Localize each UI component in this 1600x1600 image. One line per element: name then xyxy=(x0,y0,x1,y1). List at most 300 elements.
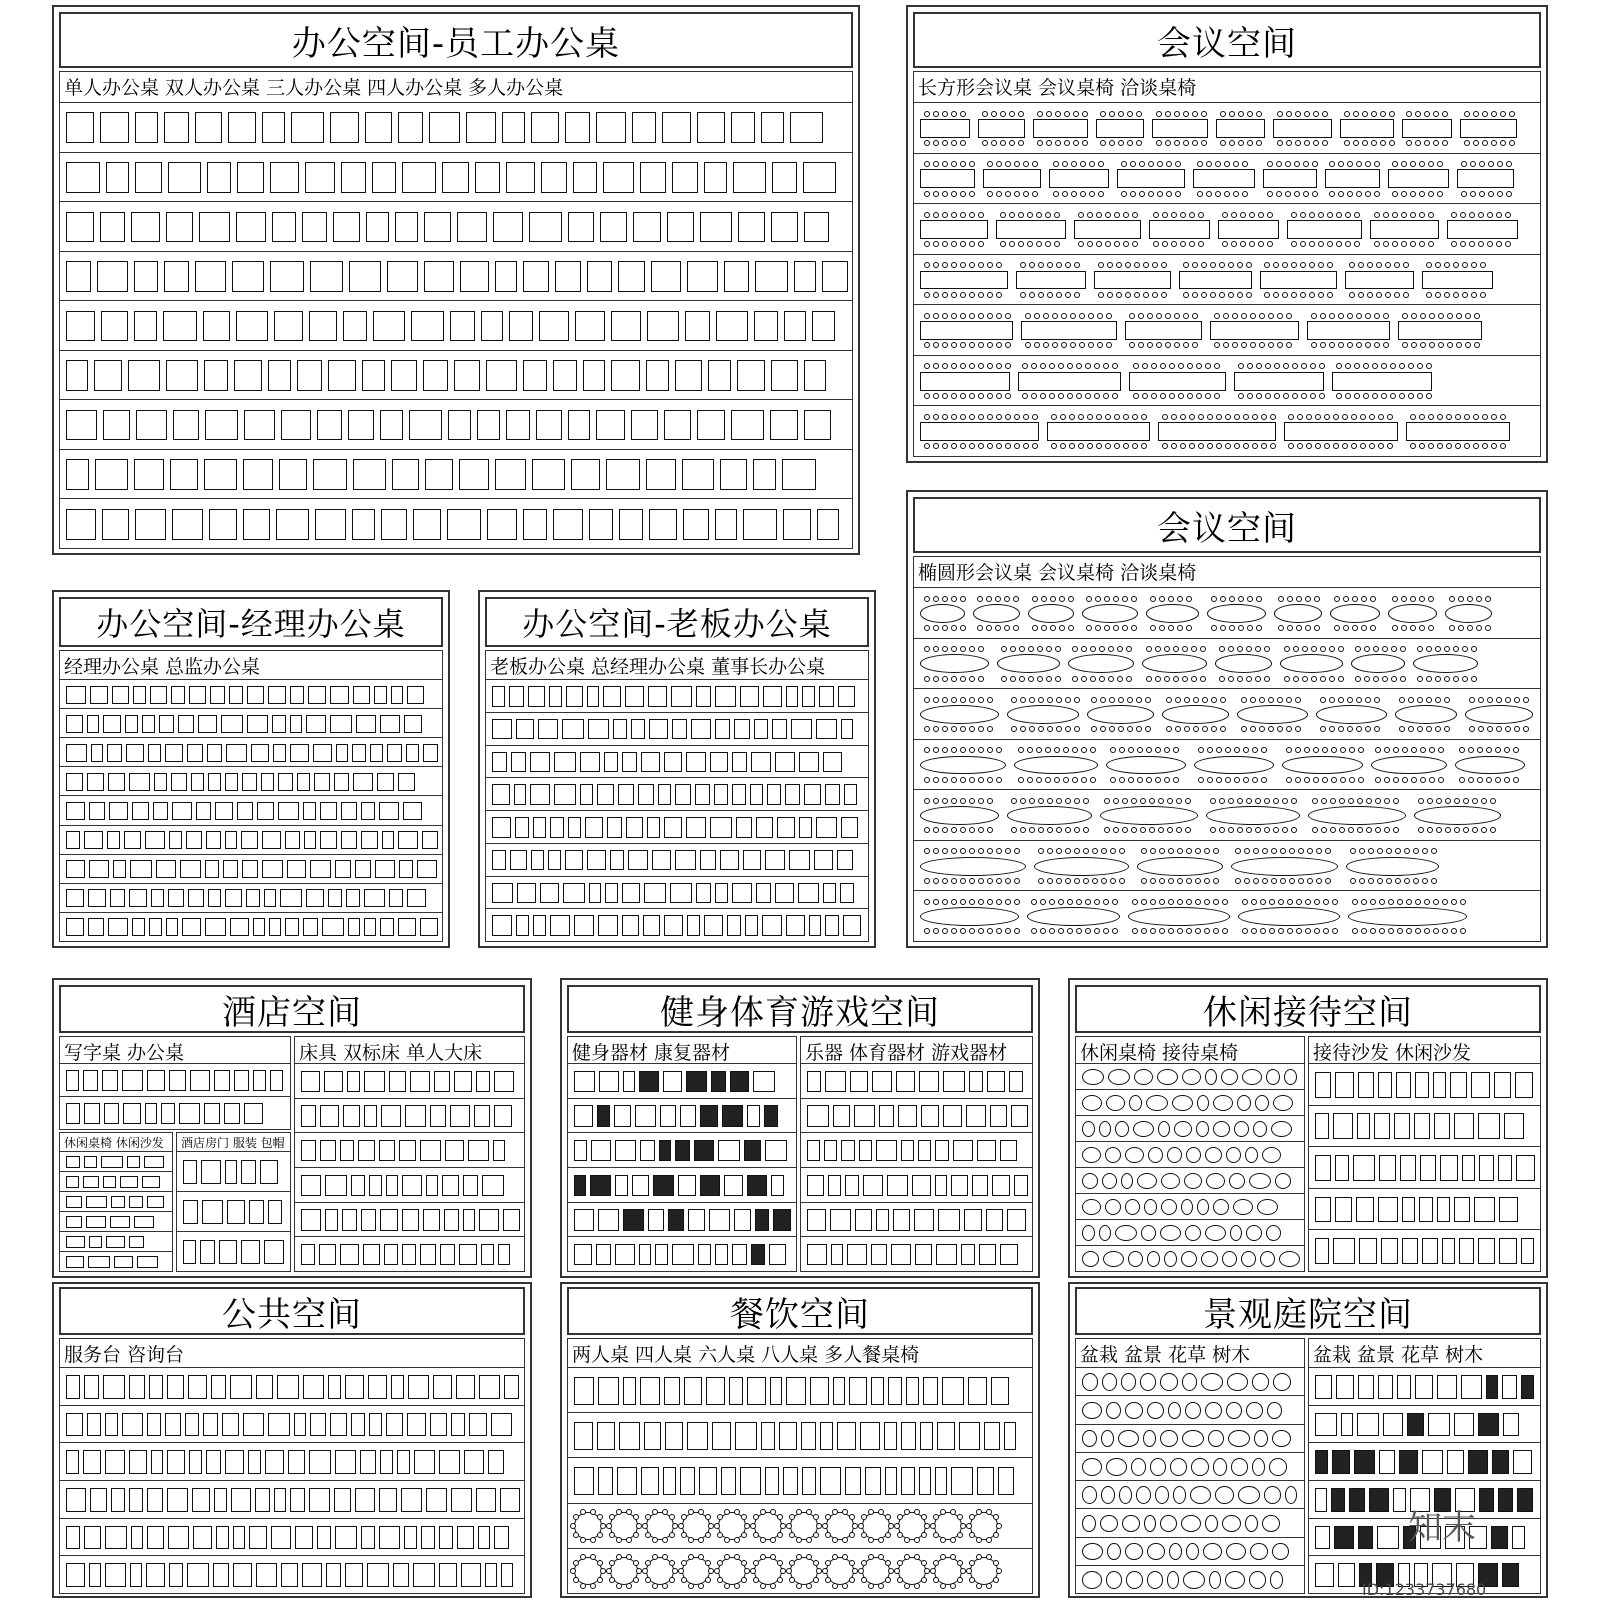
chair-icon xyxy=(969,899,975,905)
chair-icon xyxy=(868,1537,874,1543)
chair-icon xyxy=(1392,191,1398,197)
cad-block-icon xyxy=(407,1413,426,1436)
chair-icon xyxy=(1029,292,1035,298)
chair-icon xyxy=(1451,899,1457,905)
chair-icon xyxy=(1131,798,1137,804)
panel-lounge xyxy=(1068,978,1548,1278)
chair-icon xyxy=(813,1560,819,1566)
cad-block-icon xyxy=(1140,1373,1156,1391)
chair-icon xyxy=(1419,191,1425,197)
chair-icon xyxy=(741,1577,747,1583)
cad-block-icon xyxy=(732,784,746,804)
cad-block-icon xyxy=(1349,1488,1365,1511)
cad-block-icon xyxy=(165,1413,181,1436)
block-row xyxy=(486,712,868,746)
cad-block-icon xyxy=(381,1105,401,1126)
chair-icon xyxy=(1468,747,1474,753)
chair-icon xyxy=(942,241,948,247)
chair-icon xyxy=(951,676,957,682)
chair-icon xyxy=(1097,313,1103,319)
chair-icon xyxy=(1417,646,1423,652)
cad-block-icon xyxy=(256,1563,277,1586)
chair-icon xyxy=(1429,342,1435,348)
chair-icon xyxy=(1050,596,1056,602)
cad-block-icon xyxy=(1193,169,1255,188)
cad-block-icon xyxy=(214,1488,227,1511)
chair-icon xyxy=(1038,262,1044,268)
cad-block-icon xyxy=(168,889,184,907)
chair-icon xyxy=(1456,342,1462,348)
chair-icon xyxy=(1173,676,1179,682)
chair-icon xyxy=(1072,646,1078,652)
chair-icon xyxy=(1370,928,1376,934)
block-row xyxy=(60,1405,524,1444)
block-rows xyxy=(60,1367,524,1593)
chair-icon xyxy=(1271,848,1277,854)
chair-icon xyxy=(1424,928,1430,934)
chair-icon xyxy=(933,191,939,197)
chair-icon xyxy=(885,1532,891,1538)
block-row xyxy=(914,789,1540,841)
cad-block-icon xyxy=(807,1071,821,1092)
cad-block-icon xyxy=(686,752,706,772)
chair-icon xyxy=(933,625,939,631)
cad-block-icon xyxy=(391,360,417,391)
chair-icon xyxy=(1419,414,1425,420)
chair-icon xyxy=(1334,625,1340,631)
panel-section-desk xyxy=(59,1036,291,1130)
cad-block-icon xyxy=(236,212,266,243)
cad-block-icon xyxy=(720,850,739,870)
cad-block-icon xyxy=(66,1216,82,1228)
cad-block-icon xyxy=(66,1526,80,1549)
chair-icon xyxy=(1436,798,1442,804)
cad-block-icon xyxy=(108,773,125,791)
chair-icon xyxy=(1482,111,1488,117)
chair-icon xyxy=(1038,798,1044,804)
cad-block-icon xyxy=(1393,1488,1406,1511)
cad-block-icon xyxy=(1479,1488,1494,1511)
chair-icon xyxy=(1020,697,1026,703)
cad-block-icon xyxy=(492,686,505,706)
chair-icon xyxy=(1320,313,1326,319)
cad-block-icon xyxy=(506,410,530,441)
chair-icon xyxy=(1401,161,1407,167)
chair-icon xyxy=(1336,363,1342,369)
cad-block-icon xyxy=(1082,1069,1104,1085)
cad-block-icon xyxy=(754,719,768,739)
cad-block-icon xyxy=(203,311,230,342)
chair-icon xyxy=(1454,798,1460,804)
cad-block-icon xyxy=(664,410,691,441)
cad-block-icon xyxy=(779,1422,797,1450)
cad-block-icon xyxy=(765,1467,779,1495)
chair-icon xyxy=(1192,313,1198,319)
cad-block-icon xyxy=(183,1200,198,1225)
chair-icon xyxy=(1442,928,1448,934)
chair-icon xyxy=(978,414,984,420)
cad-block-icon xyxy=(487,509,517,540)
chair-icon xyxy=(813,1514,819,1520)
chair-icon xyxy=(1473,140,1479,146)
chair-icon xyxy=(1087,241,1093,247)
block-row xyxy=(60,498,852,549)
cad-block-icon xyxy=(644,1422,661,1450)
cad-block-icon xyxy=(1263,169,1317,188)
cad-block-icon xyxy=(1512,1526,1525,1549)
cad-block-icon xyxy=(935,1467,947,1495)
cad-block-icon xyxy=(755,1209,769,1230)
cad-block-icon xyxy=(745,915,758,935)
chair-icon xyxy=(942,676,948,682)
chair-icon xyxy=(969,697,975,703)
chair-icon xyxy=(1237,646,1243,652)
chair-icon xyxy=(1374,191,1380,197)
chair-icon xyxy=(1485,625,1491,631)
chair-icon xyxy=(960,697,966,703)
chair-icon xyxy=(969,443,975,449)
chair-icon xyxy=(1091,697,1097,703)
chair-icon xyxy=(1023,443,1029,449)
cad-block-icon xyxy=(1402,1197,1415,1223)
chair-icon xyxy=(960,928,966,934)
chair-icon xyxy=(1410,241,1416,247)
block-row xyxy=(914,203,1540,255)
chair-icon xyxy=(1374,342,1380,348)
cad-block-icon xyxy=(423,1209,440,1230)
chair-icon xyxy=(951,212,957,218)
chair-icon xyxy=(1127,726,1133,732)
cad-block-icon xyxy=(142,715,155,733)
chair-icon xyxy=(996,1523,1002,1529)
chair-icon xyxy=(1395,848,1401,854)
cad-block-icon xyxy=(351,1413,365,1436)
block-row xyxy=(1076,1367,1304,1396)
chair-icon xyxy=(1241,726,1247,732)
chair-icon xyxy=(1496,212,1502,218)
chair-icon xyxy=(688,1537,694,1543)
chair-icon xyxy=(960,212,966,218)
cad-block-icon xyxy=(183,1160,197,1185)
cad-block-icon xyxy=(501,1563,513,1586)
cad-block-icon xyxy=(619,1422,640,1450)
cad-block-icon xyxy=(288,1450,305,1473)
cad-block-icon xyxy=(204,1103,220,1123)
chair-icon xyxy=(1164,676,1170,682)
cad-block-icon xyxy=(668,1209,684,1230)
chair-icon xyxy=(1260,928,1266,934)
chair-icon xyxy=(1474,313,1480,319)
cad-block-icon xyxy=(193,1526,212,1549)
cad-block-icon xyxy=(1018,372,1121,391)
cad-block-icon xyxy=(984,1422,1000,1450)
chair-icon xyxy=(942,899,948,905)
cad-block-icon xyxy=(386,1175,398,1196)
chair-icon xyxy=(960,363,966,369)
chair-icon xyxy=(1153,212,1159,218)
chair-icon xyxy=(1032,414,1038,420)
chair-icon xyxy=(933,212,939,218)
cad-block-icon xyxy=(165,744,183,762)
block-row xyxy=(486,810,868,844)
chair-icon xyxy=(741,1514,747,1520)
cad-block-icon xyxy=(303,802,316,820)
cad-block-icon xyxy=(550,817,564,837)
panel-section-fitness xyxy=(567,1036,797,1272)
cad-block-icon xyxy=(442,1175,459,1196)
chair-icon xyxy=(987,899,993,905)
cad-block-icon xyxy=(244,1103,263,1123)
cad-block-icon xyxy=(102,1070,118,1090)
cad-block-icon xyxy=(89,802,105,820)
chair-icon xyxy=(957,1577,963,1583)
cad-block-icon xyxy=(469,1413,487,1436)
chair-icon xyxy=(1400,646,1406,652)
chair-icon xyxy=(1428,443,1434,449)
cad-block-icon xyxy=(124,831,141,849)
chair-icon xyxy=(1032,191,1038,197)
chair-icon xyxy=(1166,726,1172,732)
cad-block-icon xyxy=(343,311,367,342)
cad-block-icon xyxy=(397,1450,410,1473)
chair-icon xyxy=(1354,363,1360,369)
cad-block-icon xyxy=(66,261,91,292)
chair-icon xyxy=(1156,313,1162,319)
cad-block-icon xyxy=(1106,1095,1125,1111)
cad-block-icon xyxy=(198,715,217,733)
chair-icon xyxy=(1092,878,1098,884)
chair-icon xyxy=(1220,625,1226,631)
cad-block-icon xyxy=(506,162,535,193)
chair-icon xyxy=(933,313,939,319)
cad-block-icon xyxy=(587,850,606,870)
chair-icon xyxy=(1083,848,1089,854)
chair-icon xyxy=(1382,676,1388,682)
chair-icon xyxy=(1400,676,1406,682)
cad-block-icon xyxy=(1170,1458,1187,1476)
chair-icon xyxy=(1171,241,1177,247)
cad-block-icon xyxy=(347,1071,360,1092)
cad-block-icon xyxy=(751,752,771,772)
chair-icon xyxy=(904,1583,910,1589)
chair-icon xyxy=(1072,747,1078,753)
chair-icon xyxy=(1300,262,1306,268)
chair-icon xyxy=(1005,848,1011,854)
chair-icon xyxy=(806,1509,812,1515)
chair-icon xyxy=(1086,596,1092,602)
cad-block-icon xyxy=(531,112,559,143)
chair-icon xyxy=(1338,313,1344,319)
chair-icon xyxy=(1195,878,1201,884)
cad-block-icon xyxy=(1148,1147,1163,1163)
cad-block-icon xyxy=(920,169,975,188)
chair-icon xyxy=(978,777,984,783)
cad-block-icon xyxy=(161,1103,175,1123)
cad-block-icon xyxy=(229,686,243,704)
chair-icon xyxy=(1065,798,1071,804)
cad-block-icon xyxy=(951,1467,973,1495)
cad-block-icon xyxy=(285,831,300,849)
cad-block-icon xyxy=(205,918,226,936)
cad-block-icon xyxy=(1354,1450,1375,1473)
chair-icon xyxy=(1177,625,1183,631)
cad-block-icon xyxy=(664,1377,680,1405)
chair-icon xyxy=(1118,697,1124,703)
chair-icon xyxy=(1202,726,1208,732)
cad-block-icon xyxy=(591,1140,611,1161)
chair-icon xyxy=(1442,140,1448,146)
cad-block-icon xyxy=(147,1070,165,1090)
chair-icon xyxy=(1201,111,1207,117)
chair-icon xyxy=(1487,241,1493,247)
block-row xyxy=(486,843,868,877)
cad-block-icon xyxy=(319,1244,336,1265)
cad-block-icon xyxy=(639,1071,659,1092)
chair-icon xyxy=(1420,777,1426,783)
chair-icon xyxy=(705,1532,711,1538)
chair-icon xyxy=(1389,140,1395,146)
block-row xyxy=(60,251,852,302)
chair-icon xyxy=(1201,262,1207,268)
chair-icon xyxy=(1074,878,1080,884)
cad-block-icon xyxy=(736,817,752,837)
chair-icon xyxy=(717,1532,723,1538)
cad-block-icon xyxy=(1238,907,1340,926)
panel-dining xyxy=(560,1282,1040,1598)
chair-icon xyxy=(978,848,984,854)
chair-icon xyxy=(1177,848,1183,854)
chair-icon xyxy=(1095,596,1101,602)
cad-block-icon xyxy=(294,1413,306,1436)
cad-block-icon xyxy=(380,918,394,936)
chair-icon xyxy=(1295,747,1301,753)
cad-block-icon xyxy=(1149,220,1210,239)
cad-block-icon xyxy=(343,1105,360,1126)
cad-block-icon xyxy=(1332,1450,1350,1473)
cad-block-icon xyxy=(201,1160,221,1185)
chair-icon xyxy=(1428,191,1434,197)
block-row xyxy=(568,1202,796,1238)
cad-block-icon xyxy=(791,719,812,739)
chair-icon xyxy=(1286,313,1292,319)
chair-icon xyxy=(942,443,948,449)
chair-icon xyxy=(1282,292,1288,298)
chair-icon xyxy=(1374,697,1380,703)
cad-block-icon xyxy=(597,784,614,804)
chair-icon xyxy=(885,1577,891,1583)
cad-block-icon xyxy=(324,1071,343,1092)
chair-icon xyxy=(1069,414,1075,420)
cad-block-icon xyxy=(710,752,728,772)
cad-block-icon xyxy=(1422,271,1493,290)
cad-block-icon xyxy=(1181,1251,1197,1267)
panel-title: 会议空间 xyxy=(913,12,1541,68)
chair-icon xyxy=(1364,676,1370,682)
chair-icon xyxy=(1486,777,1492,783)
chair-icon xyxy=(1173,646,1179,652)
cad-block-icon xyxy=(1315,1450,1328,1473)
cad-block-icon xyxy=(1285,1486,1297,1504)
cad-block-icon xyxy=(920,604,965,623)
chair-icon xyxy=(924,676,930,682)
chair-icon xyxy=(1100,111,1106,117)
cad-block-icon xyxy=(66,311,95,342)
chair-icon xyxy=(1292,363,1298,369)
chair-icon xyxy=(1023,161,1029,167)
chair-icon xyxy=(1256,625,1262,631)
cad-block-icon xyxy=(799,752,819,772)
chair-icon xyxy=(1273,262,1279,268)
chair-icon xyxy=(960,777,966,783)
cad-block-icon xyxy=(555,261,581,292)
chair-icon xyxy=(1001,646,1007,652)
chair-icon xyxy=(1355,676,1361,682)
cad-block-icon xyxy=(659,1140,671,1161)
chair-icon xyxy=(1229,596,1235,602)
chair-icon xyxy=(969,848,975,854)
chair-icon xyxy=(1162,414,1168,420)
cad-block-icon xyxy=(278,802,299,820)
chair-icon xyxy=(1379,928,1385,934)
chair-icon xyxy=(1076,928,1082,934)
chair-icon xyxy=(957,1532,963,1538)
chair-icon xyxy=(1101,848,1107,854)
chair-icon xyxy=(1321,827,1327,833)
chair-icon xyxy=(1388,899,1394,905)
chair-icon xyxy=(978,212,984,218)
chair-icon xyxy=(1155,777,1161,783)
chair-icon xyxy=(1145,726,1151,732)
chair-icon xyxy=(1347,697,1353,703)
chair-icon xyxy=(1082,140,1088,146)
cad-block-icon xyxy=(492,883,513,903)
chair-icon xyxy=(1246,292,1252,298)
cad-block-icon xyxy=(66,410,97,441)
cad-block-icon xyxy=(1345,271,1414,290)
chair-icon xyxy=(662,1583,668,1589)
cad-block-icon xyxy=(335,1450,356,1473)
chair-icon xyxy=(626,1554,632,1560)
cad-block-icon xyxy=(277,1375,299,1398)
panel-title: 会议空间 xyxy=(913,497,1541,553)
chair-icon xyxy=(987,848,993,854)
cad-block-icon xyxy=(786,686,798,706)
chair-icon xyxy=(1246,798,1252,804)
cad-block-icon xyxy=(411,311,444,342)
cad-block-icon xyxy=(129,889,147,907)
chair-icon xyxy=(1354,212,1360,218)
cad-block-icon xyxy=(814,850,833,870)
cad-block-icon xyxy=(849,1377,867,1405)
cad-block-icon xyxy=(1433,1072,1446,1098)
cad-block-icon xyxy=(502,112,525,143)
cad-block-icon xyxy=(205,410,238,441)
chair-icon xyxy=(633,1577,639,1583)
cad-block-icon xyxy=(369,1413,382,1436)
chair-icon xyxy=(1104,625,1110,631)
chair-icon xyxy=(1277,313,1283,319)
cad-block-icon xyxy=(135,509,166,540)
cad-block-icon xyxy=(1252,1458,1265,1476)
cad-block-icon xyxy=(516,719,534,739)
chair-icon xyxy=(1247,111,1253,117)
chair-icon xyxy=(1114,414,1120,420)
chair-icon xyxy=(1462,646,1468,652)
chair-icon xyxy=(1251,899,1257,905)
chair-icon xyxy=(996,262,1002,268)
chair-icon xyxy=(1384,777,1390,783)
cad-block-icon xyxy=(1101,1486,1115,1504)
